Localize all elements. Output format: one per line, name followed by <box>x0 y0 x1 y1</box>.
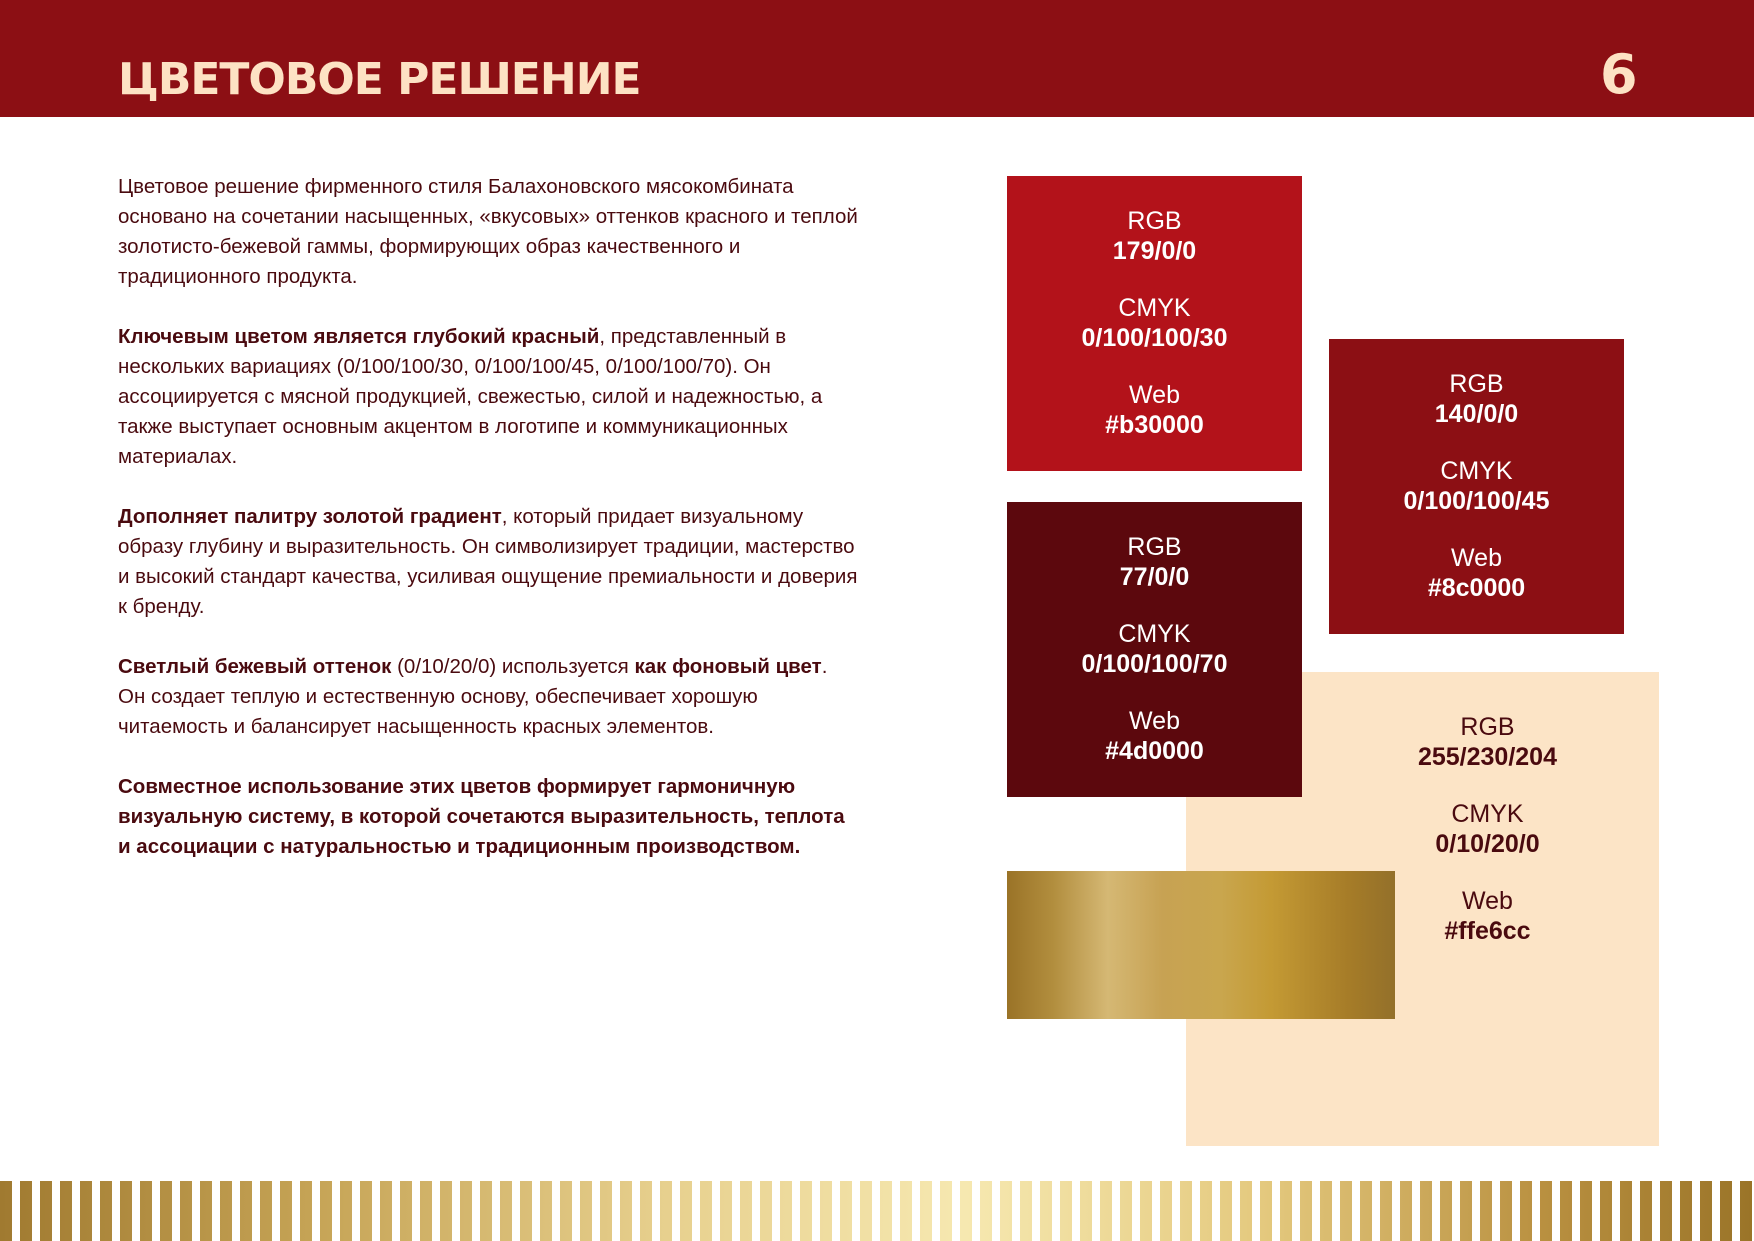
rgb-value: 179/0/0 <box>1112 237 1197 265</box>
gold-gradient-swatch <box>1007 871 1395 1019</box>
gold-stripe-band <box>0 1181 1754 1241</box>
rgb-value: 255/230/204 <box>1417 743 1557 771</box>
gold-gradient-text: , который придает визуальному образу глубину и выразительность. Он символизирует традиции, мастерство и высокий стандарт качества, усиливая ощущение премиальности и доверия к бренду. <box>118 505 858 618</box>
conclusion-text: Совместное использование этих цветов формирует гармоничную визуальную систему, в которой сочетаются выразительность, теплота и ассоциации с натуральностью и традиционным производством. <box>118 775 845 858</box>
paragraph-intro: Цветовое решение фирменного стиля Балахоновского мясокомбината основано на сочетании насыщенных, «вкусовых» оттенков красного и теплой золотисто-бежевой гаммы, формирующих образ качественного и традиционного продукта. <box>118 175 858 288</box>
cmyk-value: 0/100/100/45 <box>1403 487 1550 515</box>
cmyk-label: CMYK <box>1451 800 1524 828</box>
page-number: 6 <box>1600 43 1638 106</box>
web-value: #ffe6cc <box>1444 917 1531 945</box>
beige-heading: Светлый бежевый оттенок <box>118 655 392 678</box>
paragraph-key-color <box>118 322 858 472</box>
beige-background-heading: как фоновый цвет <box>634 655 822 678</box>
web-label: Web <box>1129 707 1180 735</box>
web-label: Web <box>1451 544 1502 572</box>
key-color-heading: Ключевым цветом является глубокий красный <box>118 325 600 348</box>
cmyk-label: CMYK <box>1118 294 1191 322</box>
cmyk-value: 0/10/20/0 <box>1435 830 1540 858</box>
web-label: Web <box>1462 887 1513 915</box>
swatch-burgundy <box>1007 502 1302 797</box>
gold-gradient-heading: Дополняет палитру золотой градиент <box>118 505 502 528</box>
web-label: Web <box>1129 381 1180 409</box>
rgb-label: RGB <box>1460 713 1515 741</box>
cmyk-label: CMYK <box>1118 620 1191 648</box>
body-text <box>118 172 858 892</box>
web-value: #4d0000 <box>1105 737 1204 765</box>
rgb-value: 140/0/0 <box>1434 400 1519 428</box>
cmyk-value: 0/100/100/70 <box>1081 650 1228 678</box>
cmyk-label: CMYK <box>1440 457 1513 485</box>
key-color-text: , представленный в нескольких вариациях (0/100/100/30, 0/100/100/45, 0/100/100/70). Он ассоциируется с мясной продукцией, свежестью, силой и надежностью, а также выступает основным акцентом в логотипе и коммуникационных материалах. <box>118 325 823 468</box>
web-value: #b30000 <box>1105 411 1204 439</box>
swatch-dark-red <box>1329 339 1624 634</box>
paragraph-gold-gradient <box>118 502 858 622</box>
rgb-label: RGB <box>1449 370 1504 398</box>
beige-text-mid: (0/10/20/0) используется <box>391 655 635 678</box>
rgb-label: RGB <box>1127 533 1182 561</box>
cmyk-value: 0/100/100/30 <box>1081 324 1228 352</box>
page-title: ЦВЕТОВОЕ РЕШЕНИЕ <box>118 54 641 105</box>
paragraph-conclusion <box>118 772 858 862</box>
swatch-red <box>1007 176 1302 471</box>
swatch-beige-text <box>1418 712 1557 946</box>
web-value: #8c0000 <box>1427 574 1526 602</box>
paragraph-beige <box>118 652 858 742</box>
rgb-value: 77/0/0 <box>1119 563 1190 591</box>
beige-text: . Он создает теплую и естественную основу, обеспечивает хорошую читаемость и балансирует насыщенность красных элементов. <box>118 655 828 738</box>
rgb-label: RGB <box>1127 207 1182 235</box>
